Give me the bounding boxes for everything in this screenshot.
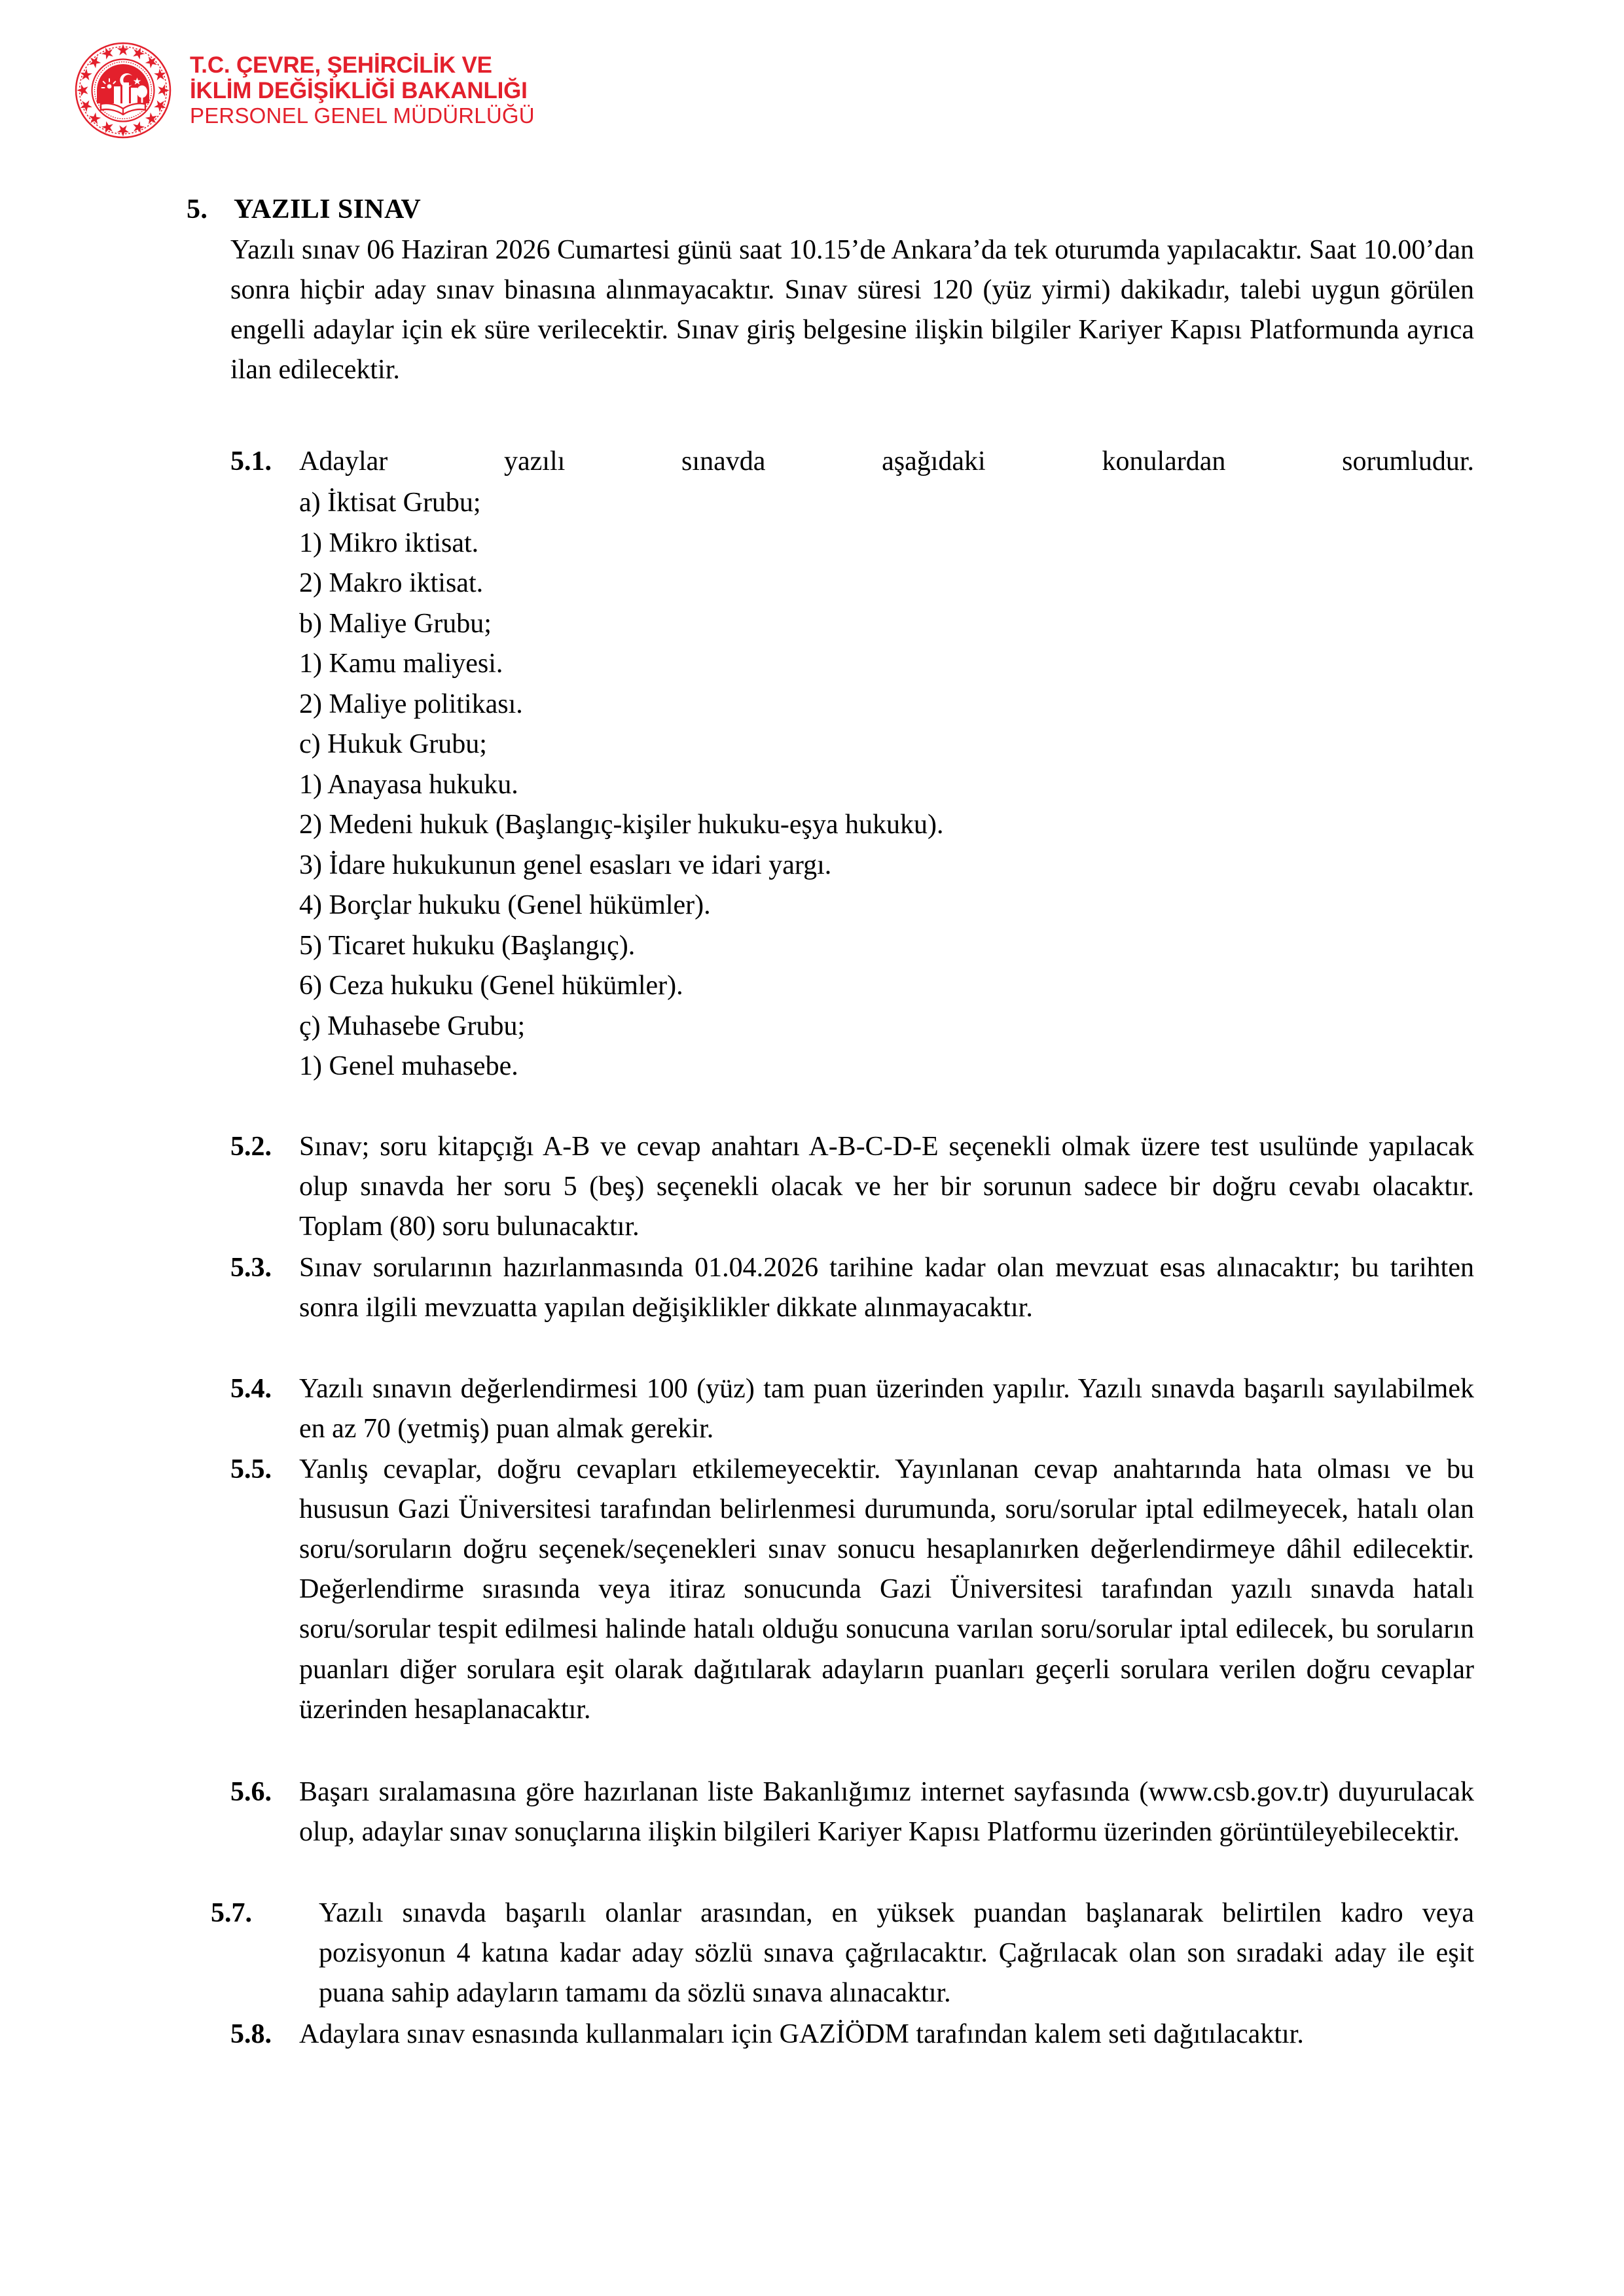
clause-text: Başarı sıralamasına göre hazırlanan liste Bakanlığımız internet sayfasında (www.csb.gov.tr) duyurulacak olup, adaylar sınav sonuçlarına ilişkin bilgileri Kariyer Kapısı Platformu üzerinden görüntüleyebilecektir. xyxy=(299,1777,1474,1848)
ministry-wordmark xyxy=(190,52,535,128)
clause-5-1 xyxy=(230,442,1474,482)
clause-5-7 xyxy=(211,1893,1474,2013)
clause-text: Yanlış cevaplar, doğru cevapları etkilemeyecektir. Yayınlanan cevap anahtarında hata olması ve bu hususun Gazi Üniversitesi tarafından belirlenmesi durumunda, soru/sorular iptal edilmeyecek, hatalı olan soru/soruların doğru seçenek/seçenekleri sınav sonucu hesaplanırken değerlendirmeye dâhil edilecektir. Değerlendirme sırasında veya itiraz sonucunda Gazi Üniversitesi tarafından yazılı sınavda hatalı soru/sorular tespit edilmesi halinde hatalı olduğu sonucuna varılan soru/sorular iptal edilecek, bu soruların puanları diğer sorulara eşit olarak dağıtılarak adayların puanları geçerli sorulara verilen doğru cevaplar üzerinden hesaplanacaktır. xyxy=(299,1454,1474,1725)
clause-text: Yazılı sınavda başarılı olanlar arasından, en yüksek puandan başlanarak belirtilen kadro veya pozisyonun 4 katına kadar aday sözlü sınava çağrılacaktır. Çağrılacak olan son sıradaki aday ile eşit puana sahip adayların tamamı da sözlü sınava alınacaktır. xyxy=(319,1898,1474,2009)
list-item: b) Maliye Grubu; xyxy=(299,608,492,639)
list-item: c) Hukuk Grubu; xyxy=(299,729,487,760)
list-item: 6) Ceza hukuku (Genel hükümler). xyxy=(299,971,683,1001)
clause-text: Adaylar yazılı sınavda aşağıdaki konulardan sorumludur. xyxy=(299,446,1474,476)
section-number: 5. xyxy=(187,194,208,224)
ministry-name-line-1: T.C. ÇEVRE, ŞEHİRCİLİK VE xyxy=(190,52,492,78)
list-item: 4) Borçlar hukuku (Genel hükümler). xyxy=(299,890,711,921)
clause-5-6 xyxy=(230,1772,1474,1852)
clause-marker: 5.3. xyxy=(230,1253,272,1283)
section-heading xyxy=(187,194,421,225)
clause-5-4 xyxy=(230,1369,1474,1449)
clause-marker: 5.5. xyxy=(230,1454,272,1484)
section-intro-paragraph: Yazılı sınav 06 Haziran 2026 Cumartesi günü saat 10.15’de Ankara’da tek oturumda yapılacaktır. Saat 10.00’dan sonra hiçbir aday sınav binasına alınmayacaktır. Sınav süresi 120 (yüz yirmi) dakikadır, talebi uygun görülen engelli adaylar için ek süre verilecektir. Sınav giriş belgesine ilişkin bilgiler Kariyer Kapısı Platformunda ayrıca ilan edilecektir. xyxy=(230,235,1474,386)
clause-text: Adaylara sınav esnasında kullanmaları için GAZİÖDM tarafından kalem seti dağıtılacaktır. xyxy=(299,2019,1304,2049)
clause-marker: 5.6. xyxy=(230,1777,272,1807)
clause-marker: 5.2. xyxy=(230,1132,272,1162)
list-item: 1) Kamu maliyesi. xyxy=(299,649,503,679)
clause-marker: 5.7. xyxy=(211,1898,252,1928)
clause-5-5 xyxy=(230,1450,1474,1730)
clause-5-3 xyxy=(230,1248,1474,1328)
department-name: PERSONEL GENEL MÜDÜRLÜĞÜ xyxy=(190,103,535,128)
clause-text: Yazılı sınavın değerlendirmesi 100 (yüz) tam puan üzerinden yapılır. Yazılı sınavda başarılı sayılabilmek en az 70 (yetmiş) puan almak gerekir. xyxy=(299,1374,1474,1444)
list-item: 2) Maliye politikası. xyxy=(299,689,523,719)
ministry-name-line-2: İKLİM DEĞİŞİKLİĞİ BAKANLIĞI xyxy=(190,78,528,104)
document-header xyxy=(73,41,535,140)
list-item: ç) Muhasebe Grubu; xyxy=(299,1011,526,1041)
list-item: 1) Genel muhasebe. xyxy=(299,1051,518,1082)
clause-5-2 xyxy=(230,1127,1474,1247)
clause-marker: 5.1. xyxy=(230,446,272,476)
list-item: 1) Mikro iktisat. xyxy=(299,528,479,558)
clause-marker: 5.4. xyxy=(230,1374,272,1404)
turkish-ministry-seal-icon xyxy=(73,41,173,140)
list-item: 2) Medeni hukuk (Başlangıç-kişiler hukuku-eşya hukuku). xyxy=(299,810,944,840)
clause-5-8 xyxy=(230,2015,1474,2054)
list-item: 5) Ticaret hukuku (Başlangıç). xyxy=(299,930,636,961)
list-item: 3) İdare hukukunun genel esasları ve idari yargı. xyxy=(299,850,832,880)
clause-text: Sınav; soru kitapçığı A-B ve cevap anahtarı A-B-C-D-E seçenekli olmak üzere test usulünde yapılacak olup sınavda her soru 5 (beş) seçenekli olacak ve her bir sorunun sadece bir doğru cevabı olacaktır. Toplam (80) soru bulunacaktır. xyxy=(299,1132,1474,1242)
clause-marker: 5.8. xyxy=(230,2019,272,2049)
section-title-text: YAZILI SINAV xyxy=(234,194,422,224)
list-item: 2) Makro iktisat. xyxy=(299,568,484,599)
list-item: 1) Anayasa hukuku. xyxy=(299,769,518,800)
clause-5-1-sublist xyxy=(299,483,1477,1087)
clause-text: Sınav sorularının hazırlanmasında 01.04.2026 tarihine kadar olan mevzuat esas alınacaktır; bu tarihten sonra ilgili mevzuatta yapılan değişiklikler dikkate alınmayacaktır. xyxy=(299,1253,1474,1323)
list-item: a) İktisat Grubu; xyxy=(299,488,481,518)
